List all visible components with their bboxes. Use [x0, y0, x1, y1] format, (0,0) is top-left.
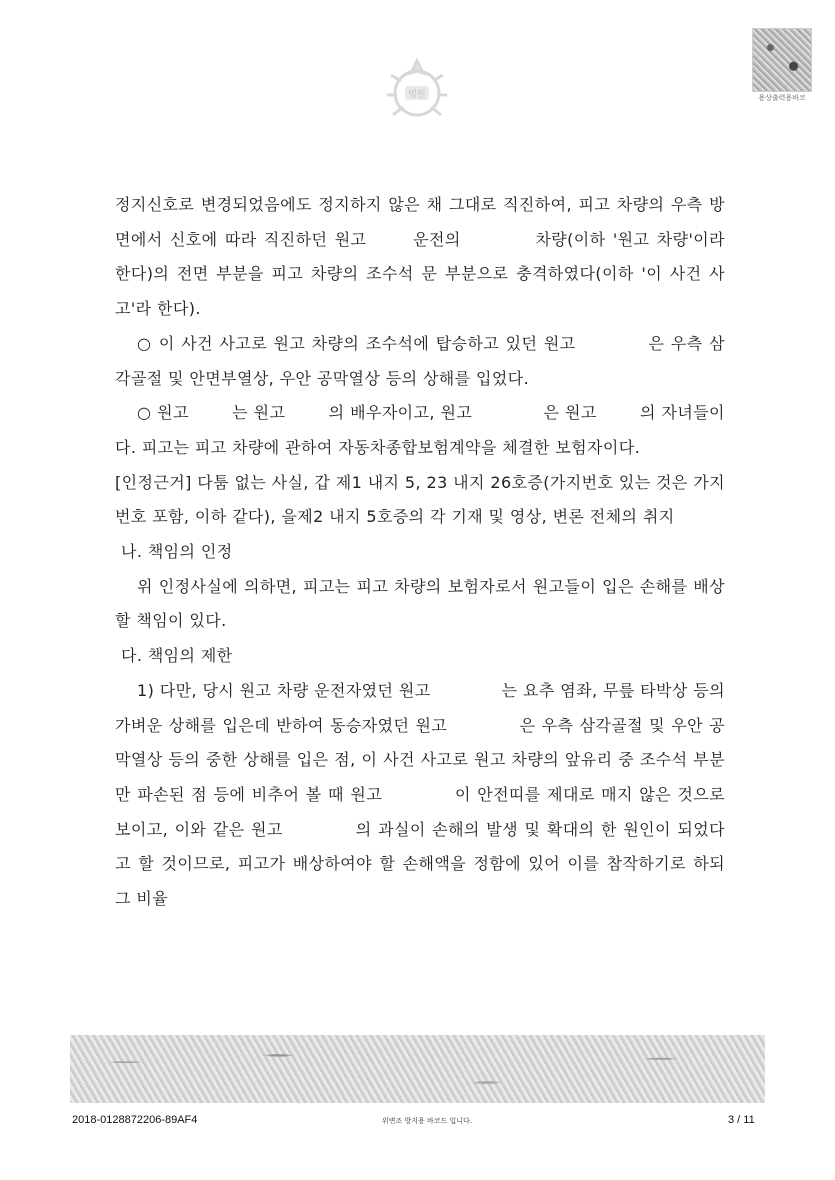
- paragraph-evidence: [인정근거] 다툼 없는 사실, 갑 제1 내지 5, 23 내지 26호증(가지번호 있는 것은 가지번호 포함, 이하 같다), 을제2 내지 5호증의 각 기재 및 영상, 변론 전체의 취지: [115, 472, 725, 527]
- anti-forgery-barcode: [70, 1035, 765, 1103]
- redacted-name: [478, 417, 538, 418]
- svg-text:법원: 법원: [408, 90, 426, 100]
- redacted-name: [602, 417, 634, 418]
- page-number: 3 / 11: [728, 1114, 755, 1126]
- redacted-name: [389, 799, 449, 800]
- redacted-name: [436, 695, 496, 696]
- barcode-note: 위변조 방지용 바코드 입니다.: [382, 1117, 473, 1125]
- redacted-name: [291, 417, 323, 418]
- redacted-name: [374, 244, 406, 245]
- document-body: [115, 188, 725, 917]
- heading-liability: 나. 책임의 인정: [121, 542, 233, 562]
- document-id: 2018-0128872206-89AF4: [72, 1114, 198, 1126]
- security-barcode: [752, 28, 812, 92]
- paragraph-relations: ○ 원고 는 원고 의 배우자이고, 원고 은 원고 의 자녀들이다. 피고는 피고 차량에 관하여 자동차종합보험계약을 체결한 보험자이다.: [115, 403, 725, 457]
- court-emblem-icon: [381, 55, 453, 127]
- paragraph-accident: 정지신호로 변경되었음에도 정지하지 않은 채 그대로 직진하여, 피고 차량의 우측 방면에서 신호에 따라 직진하던 원고 운전의 차량(이하 '원고 차량'이라 한다)의 전면 부분을 피고 차량의 조수석 문 부분으로 충격하였다(이하 '이 사건 사고'라 한다).: [115, 195, 725, 319]
- paragraph-limitation: 1) 다만, 당시 원고 차량 운전자였던 원고 는 요추 염좌, 무릎 타박상 등의 가벼운 상해를 입은데 반하여 동승자였던 원고 은 우측 삼각골절 및 우안 공막열상 등의 중한 상해를 입은 점, 이 사건 사고로 원고 차량의 앞유리 중 조수석 부분만 파손된 점 등에 비추어 볼 때 원고 이 안전띠를 제대로 매지 않은 것으로 보이고, 이와 같은 원고 의 과실이 손해의 발생 및 확대의 한 원인이 되었다고 할 것이므로, 피고가 배상하여야 할 손해액을 정함에 있어 이를 참작하기로 하되 그 비율: [115, 680, 725, 909]
- redacted-name: [289, 834, 349, 835]
- redacted-name: [195, 417, 227, 418]
- paragraph-liability: 위 인정사실에 의하면, 피고는 피고 차량의 보험자로서 원고들이 입은 손해를 배상할 책임이 있다.: [115, 576, 725, 631]
- paragraph-injury: ○ 이 사건 사고로 원고 차량의 조수석에 탑승하고 있던 원고 은 우측 삼각골절 및 안면부열상, 우안 공막열상 등의 상해를 입었다.: [115, 333, 725, 388]
- barcode-caption: 용상출력용바코: [758, 94, 806, 102]
- heading-limitation: 다. 책임의 제한: [121, 646, 233, 666]
- redacted-vehicle: [468, 244, 528, 245]
- redacted-name: [582, 348, 642, 349]
- redacted-name: [453, 730, 513, 731]
